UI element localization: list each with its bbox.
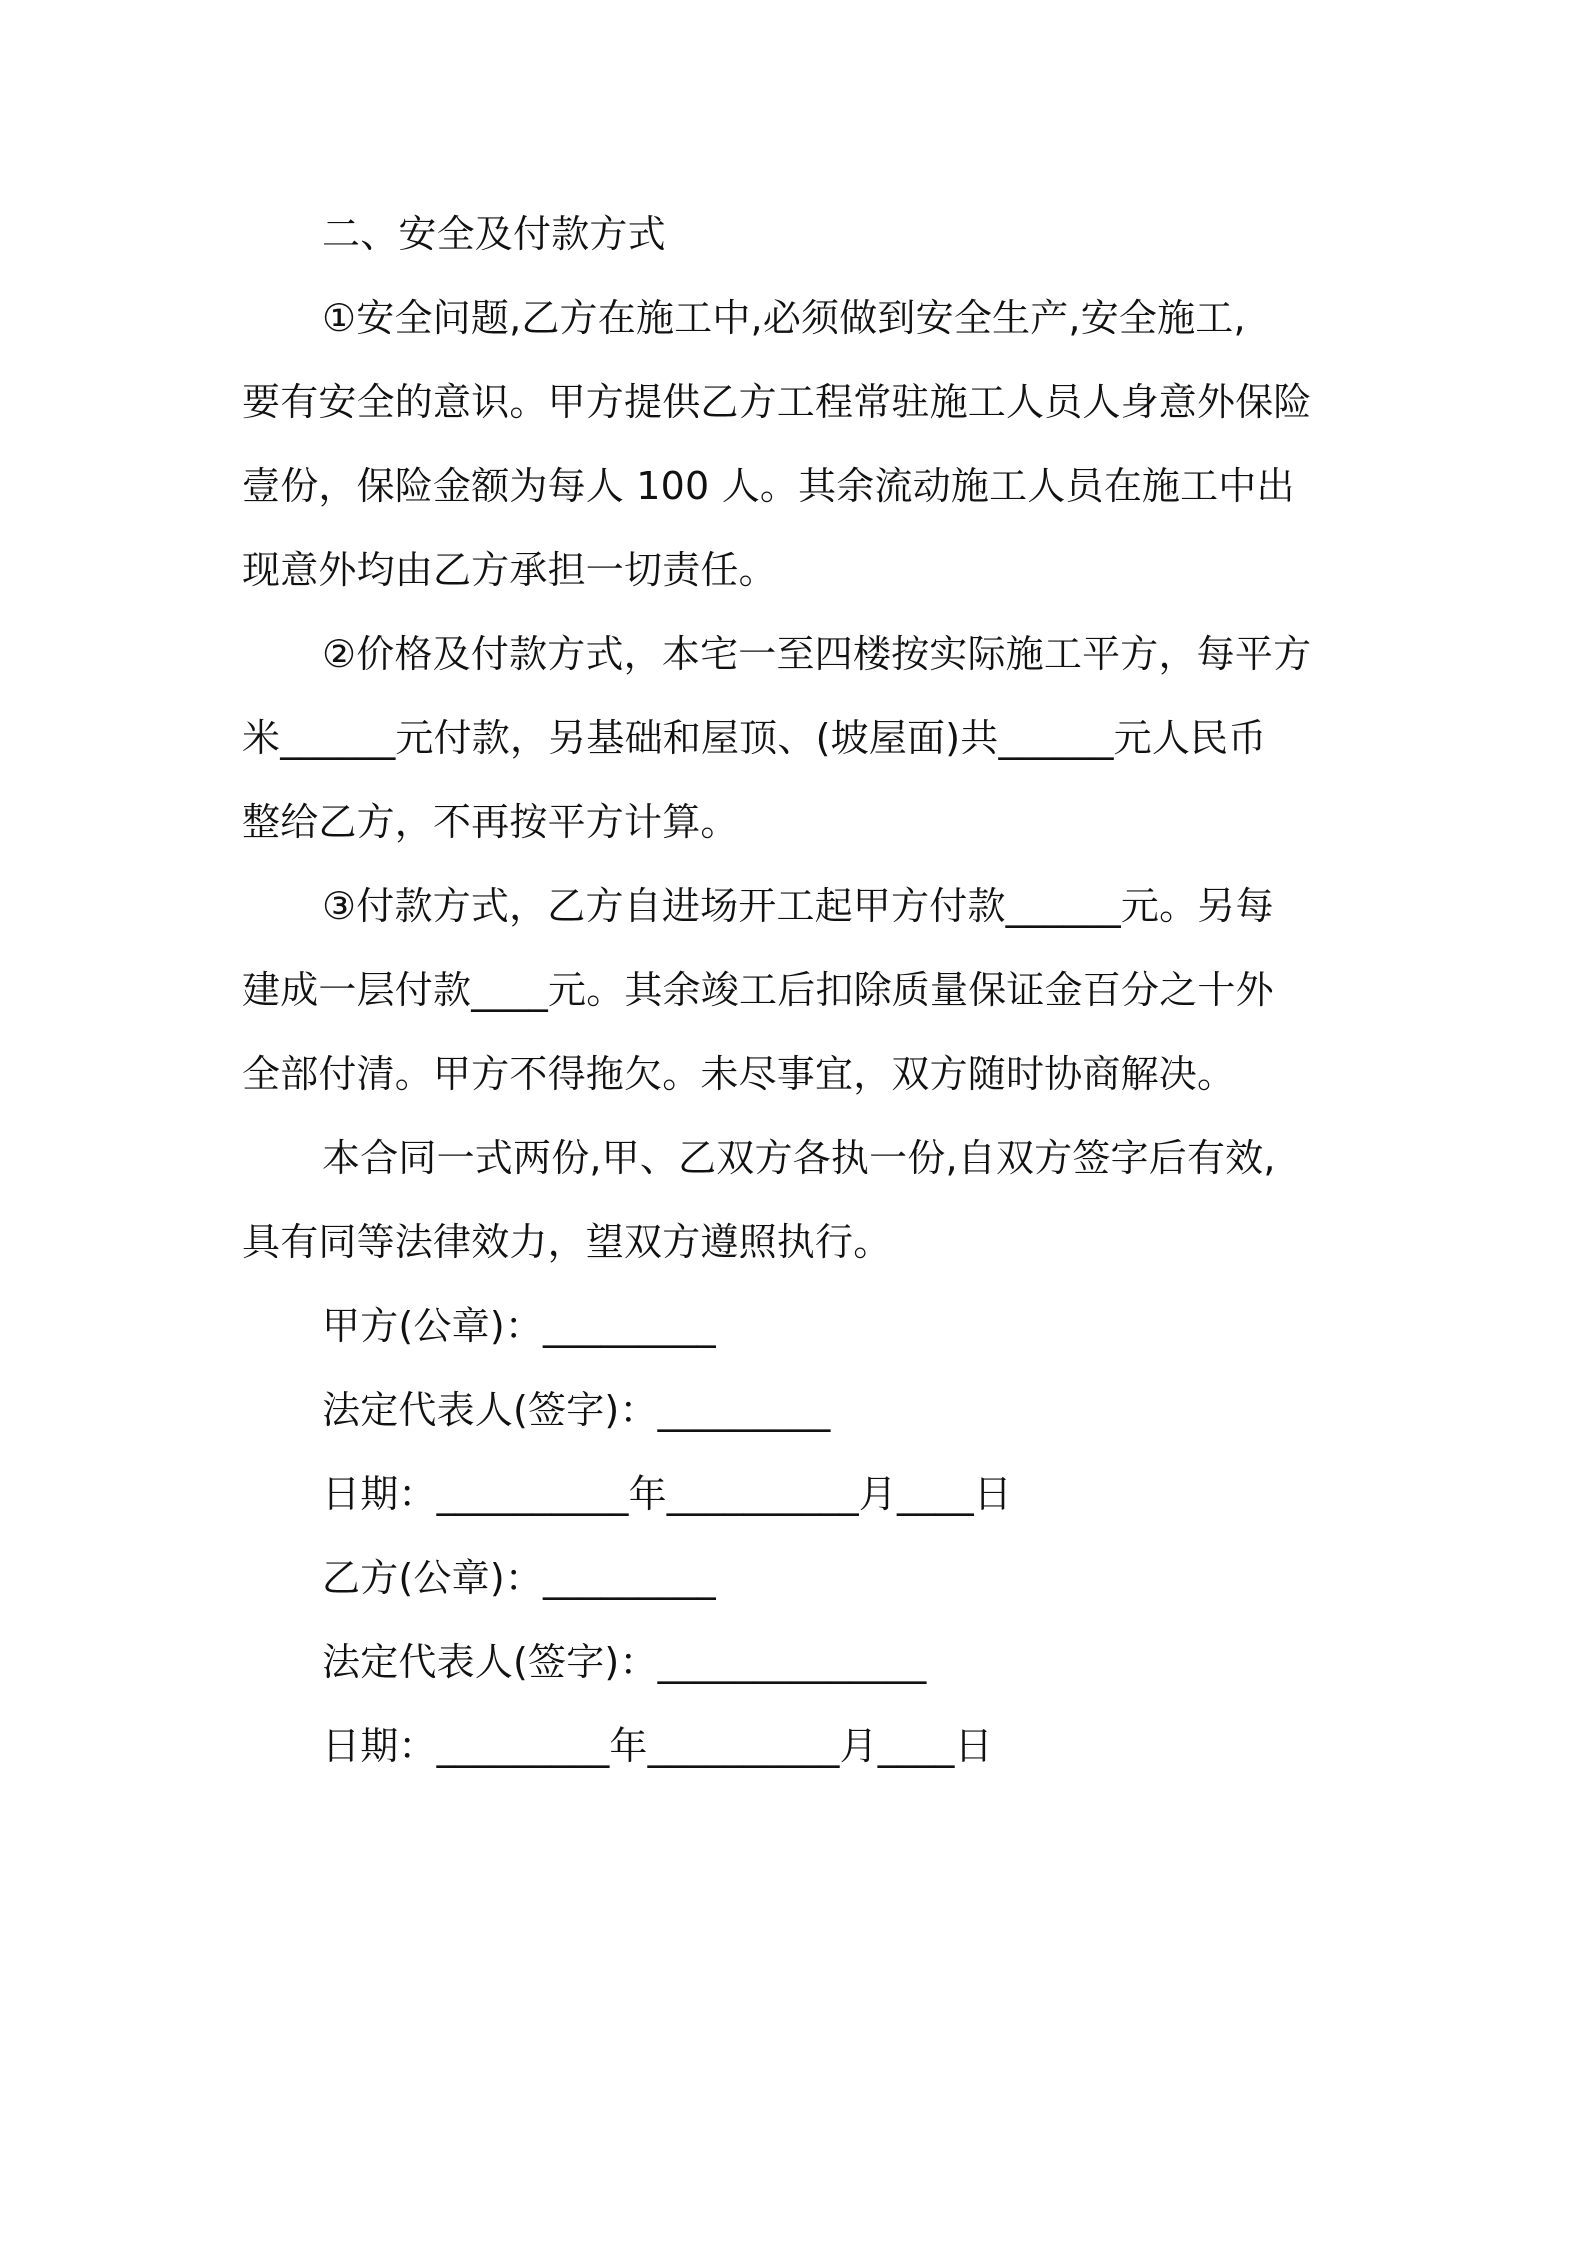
section-title: 二、安全及付款方式 [322,212,666,256]
clause-safety [242,276,1362,612]
clause-safety-line-4: 现意外均由乙方承担一切责任。 [242,548,777,592]
clause-safety-line-1: ①安全问题,乙方在施工中,必须做到安全生产,安全施工, [322,296,1246,340]
signature-block [242,1284,1362,1788]
party-a-date: 日期：__________年__________月____日 [322,1472,1013,1516]
document-body [242,192,1362,1788]
party-b-seal: 乙方(公章)：_________ [322,1556,716,1600]
clause-payment [242,864,1362,1116]
party-b-representative: 法定代表人(签字)：______________ [322,1640,927,1684]
clause-price-line-3: 整给乙方，不再按平方计算。 [242,800,739,844]
clause-safety-line-2: 要有安全的意识。甲方提供乙方工程常驻施工人员人身意外保险 [242,380,1312,424]
party-b-date: 日期：_________年__________月____日 [322,1724,993,1768]
clause-payment-line-2: 建成一层付款____元。其余竣工后扣除质量保证金百分之十外 [242,968,1274,1012]
closing-line-2: 具有同等法律效力，望双方遵照执行。 [242,1220,892,1264]
clause-safety-line-3: 壹份，保险金额为每人 100 人。其余流动施工人员在施工中出 [242,464,1295,508]
party-a-representative: 法定代表人(签字)：_________ [322,1388,831,1432]
clause-payment-line-1: ③付款方式，乙方自进场开工起甲方付款______元。另每 [322,884,1274,928]
clause-price-line-1: ②价格及付款方式，本宅一至四楼按实际施工平方，每平方 [322,632,1312,676]
clause-payment-line-3: 全部付清。甲方不得拖欠。未尽事宜，双方随时协商解决。 [242,1052,1236,1096]
closing-line-1: 本合同一式两份,甲、乙双方各执一份,自双方签字后有效, [322,1136,1276,1180]
clause-price-line-2: 米______元付款，另基础和屋顶、(坡屋面)共______元人民币 [242,716,1267,760]
party-a-seal: 甲方(公章)：_________ [322,1304,716,1348]
closing-paragraph [242,1116,1362,1284]
clause-price [242,612,1362,864]
